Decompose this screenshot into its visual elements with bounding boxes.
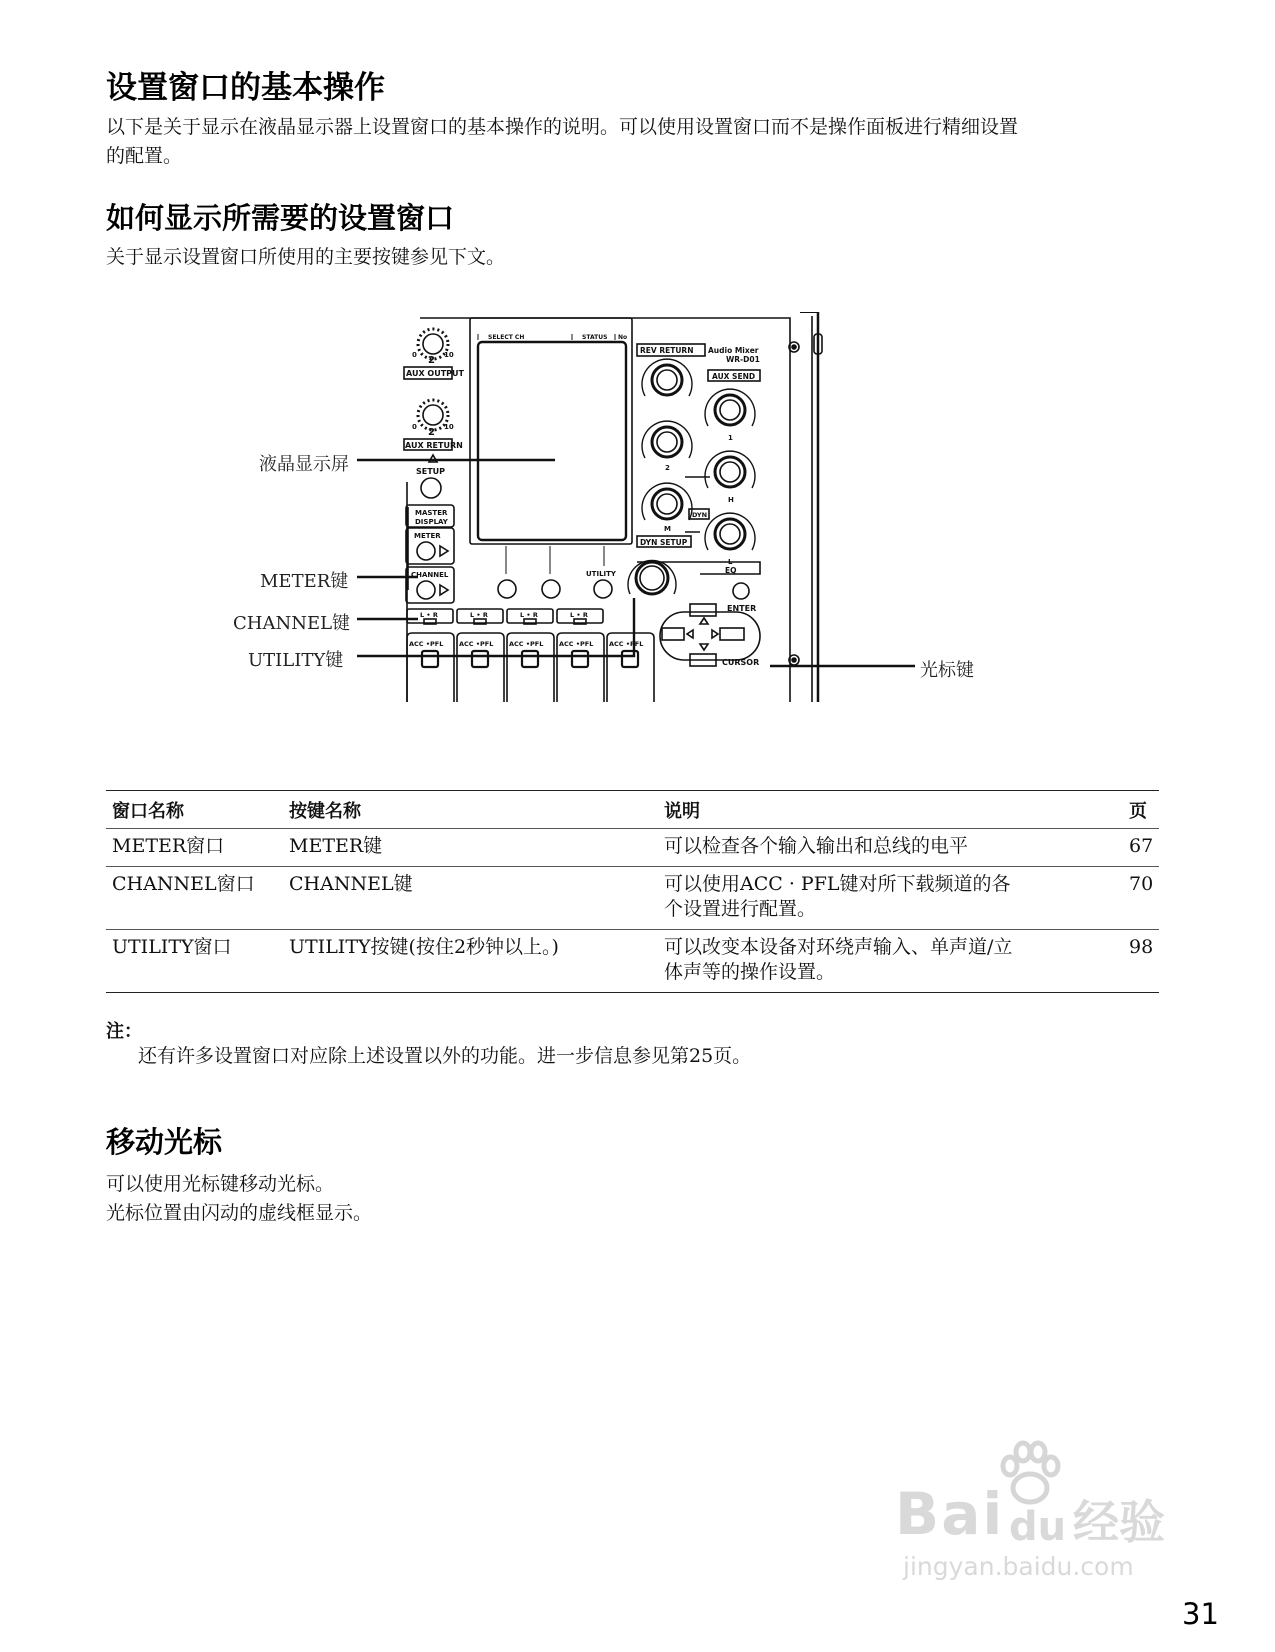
panel-eq: EQ (725, 566, 737, 575)
panel-send-1: 1 (728, 434, 733, 442)
knob1-max: 10 (444, 351, 454, 359)
cell-page: 98 (1123, 930, 1159, 993)
panel-aux-output: AUX OUTPUT (406, 369, 464, 378)
cell-window: METER窗口 (106, 829, 283, 867)
note-label: 注： (106, 1021, 142, 1042)
cell-page: 70 (1123, 867, 1159, 930)
panel-acc-3: ACC •PFL (509, 640, 544, 648)
intro-line-1: 以下是关于显示在液晶显示器上设置窗口的基本操作的说明。可以使用设置窗口而不是操作面板进行精细设置 (106, 116, 1019, 138)
header-page: 页 (1123, 791, 1159, 829)
panel-display: DISPLAY (415, 518, 448, 526)
callout-meter: METER键 (260, 571, 349, 592)
display-intro: 关于显示设置窗口所使用的主要按键参见下文。 (106, 246, 506, 268)
cell-key: METER键 (283, 829, 658, 867)
cell-description (658, 829, 1123, 867)
note-text: 还有许多设置窗口对应除上述设置以外的功能。进一步信息参见第25页。 (138, 1045, 752, 1067)
baidu-watermark (895, 1440, 1195, 1590)
header-description: 说明 (658, 791, 1123, 829)
panel-lr-1: L • R (420, 611, 438, 619)
panel-setup: SETUP (416, 467, 446, 476)
callout-utility: UTILITY键 (248, 650, 344, 671)
intro-line-2: 的配置。 (106, 145, 183, 167)
header-key-name: 按键名称 (283, 791, 658, 829)
panel-rev-return: REV RETURN (640, 346, 694, 355)
callout-lines (0, 0, 1275, 760)
section-title-basic: 设置窗口的基本操作 (106, 70, 385, 106)
watermark-brand-tail: du (1009, 1504, 1067, 1550)
watermark-brand: Bai (895, 1480, 1005, 1548)
knob2-mid: 2 (428, 427, 435, 438)
description-line: 可以检查各个输入输出和总线的电平 (664, 835, 969, 857)
callout-lcd: 液晶显示屏 (259, 454, 349, 475)
panel-cursor: CURSOR (722, 658, 760, 667)
cell-window: CHANNEL窗口 (106, 867, 283, 930)
panel-dyn-setup: DYN SETUP (640, 538, 688, 547)
panel-acc-5: ACC •PFL (609, 640, 644, 648)
panel-aux-send: AUX SEND (712, 372, 756, 381)
table-row (106, 867, 1159, 930)
knob2-min: 0 (412, 423, 417, 431)
panel-status: STATUS (582, 334, 608, 341)
panel-acc-4: ACC •PFL (559, 640, 594, 648)
description-line: 可以使用ACC · PFL键对所下载频道的各 (664, 873, 1011, 895)
knob2-max: 10 (444, 423, 454, 431)
panel-meter: METER (414, 532, 441, 540)
paw-icon (995, 1440, 1065, 1510)
panel-brand: Audio Mixer (708, 346, 759, 355)
table-row (106, 930, 1159, 993)
panel-master: MASTER (415, 509, 448, 517)
watermark-url: jingyan.baidu.com (903, 1552, 1134, 1581)
panel-eq-l: L (728, 558, 733, 566)
panel-utility: UTILITY (586, 570, 616, 578)
cell-page: 67 (1123, 829, 1159, 867)
panel-dyn: DYN (692, 511, 708, 519)
callout-cursor: 光标键 (920, 660, 974, 681)
cell-key: CHANNEL键 (283, 867, 658, 930)
panel-aux-return: AUX RETURN (405, 441, 463, 450)
knob1-mid: 2 (428, 355, 435, 366)
settings-window-table (106, 790, 1159, 993)
callout-channel: CHANNEL键 (233, 613, 351, 634)
cell-key: UTILITY按键(按住2秒钟以上。) (283, 930, 658, 993)
panel-lr-3: L • R (520, 611, 538, 619)
cell-window: UTILITY窗口 (106, 930, 283, 993)
callout-line-utility (357, 598, 634, 656)
panel-enter: ENTER (727, 604, 757, 613)
cell-description (658, 867, 1123, 930)
cursor-line-2: 光标位置由闪动的虚线框显示。 (106, 1202, 373, 1224)
panel-acc-2: ACC •PFL (459, 640, 494, 648)
description-line: 可以改变本设备对环绕声输入、单声道/立 (664, 936, 1013, 958)
table-header-row (106, 791, 1159, 829)
panel-select-ch: SELECT CH (488, 334, 525, 341)
watermark-suffix: 经验 (1073, 1495, 1165, 1549)
panel-eq-h: H (728, 496, 734, 504)
panel-model: WR-D01 (726, 355, 760, 364)
knob1-min: 0 (412, 351, 417, 359)
panel-no: No (618, 334, 628, 341)
panel-lr-4: L • R (570, 611, 588, 619)
panel-acc-1: ACC •PFL (409, 640, 444, 648)
cursor-line-1: 可以使用光标键移动光标。 (106, 1173, 335, 1195)
cell-description (658, 930, 1123, 993)
section-title-display: 如何显示所需要的设置窗口 (106, 201, 455, 235)
panel-lr-2: L • R (470, 611, 488, 619)
description-line: 个设置进行配置。 (664, 898, 817, 920)
description-line: 体声等的操作设置。 (664, 961, 836, 983)
page-number: 31 (1182, 1597, 1219, 1631)
header-window-name: 窗口名称 (106, 791, 283, 829)
panel-eq-m: M (664, 525, 671, 533)
panel-send-2: 2 (665, 464, 670, 472)
panel-channel: CHANNEL (411, 571, 449, 579)
table-row (106, 829, 1159, 867)
cursor-paragraph (106, 1170, 372, 1228)
section-title-cursor: 移动光标 (106, 1125, 223, 1159)
